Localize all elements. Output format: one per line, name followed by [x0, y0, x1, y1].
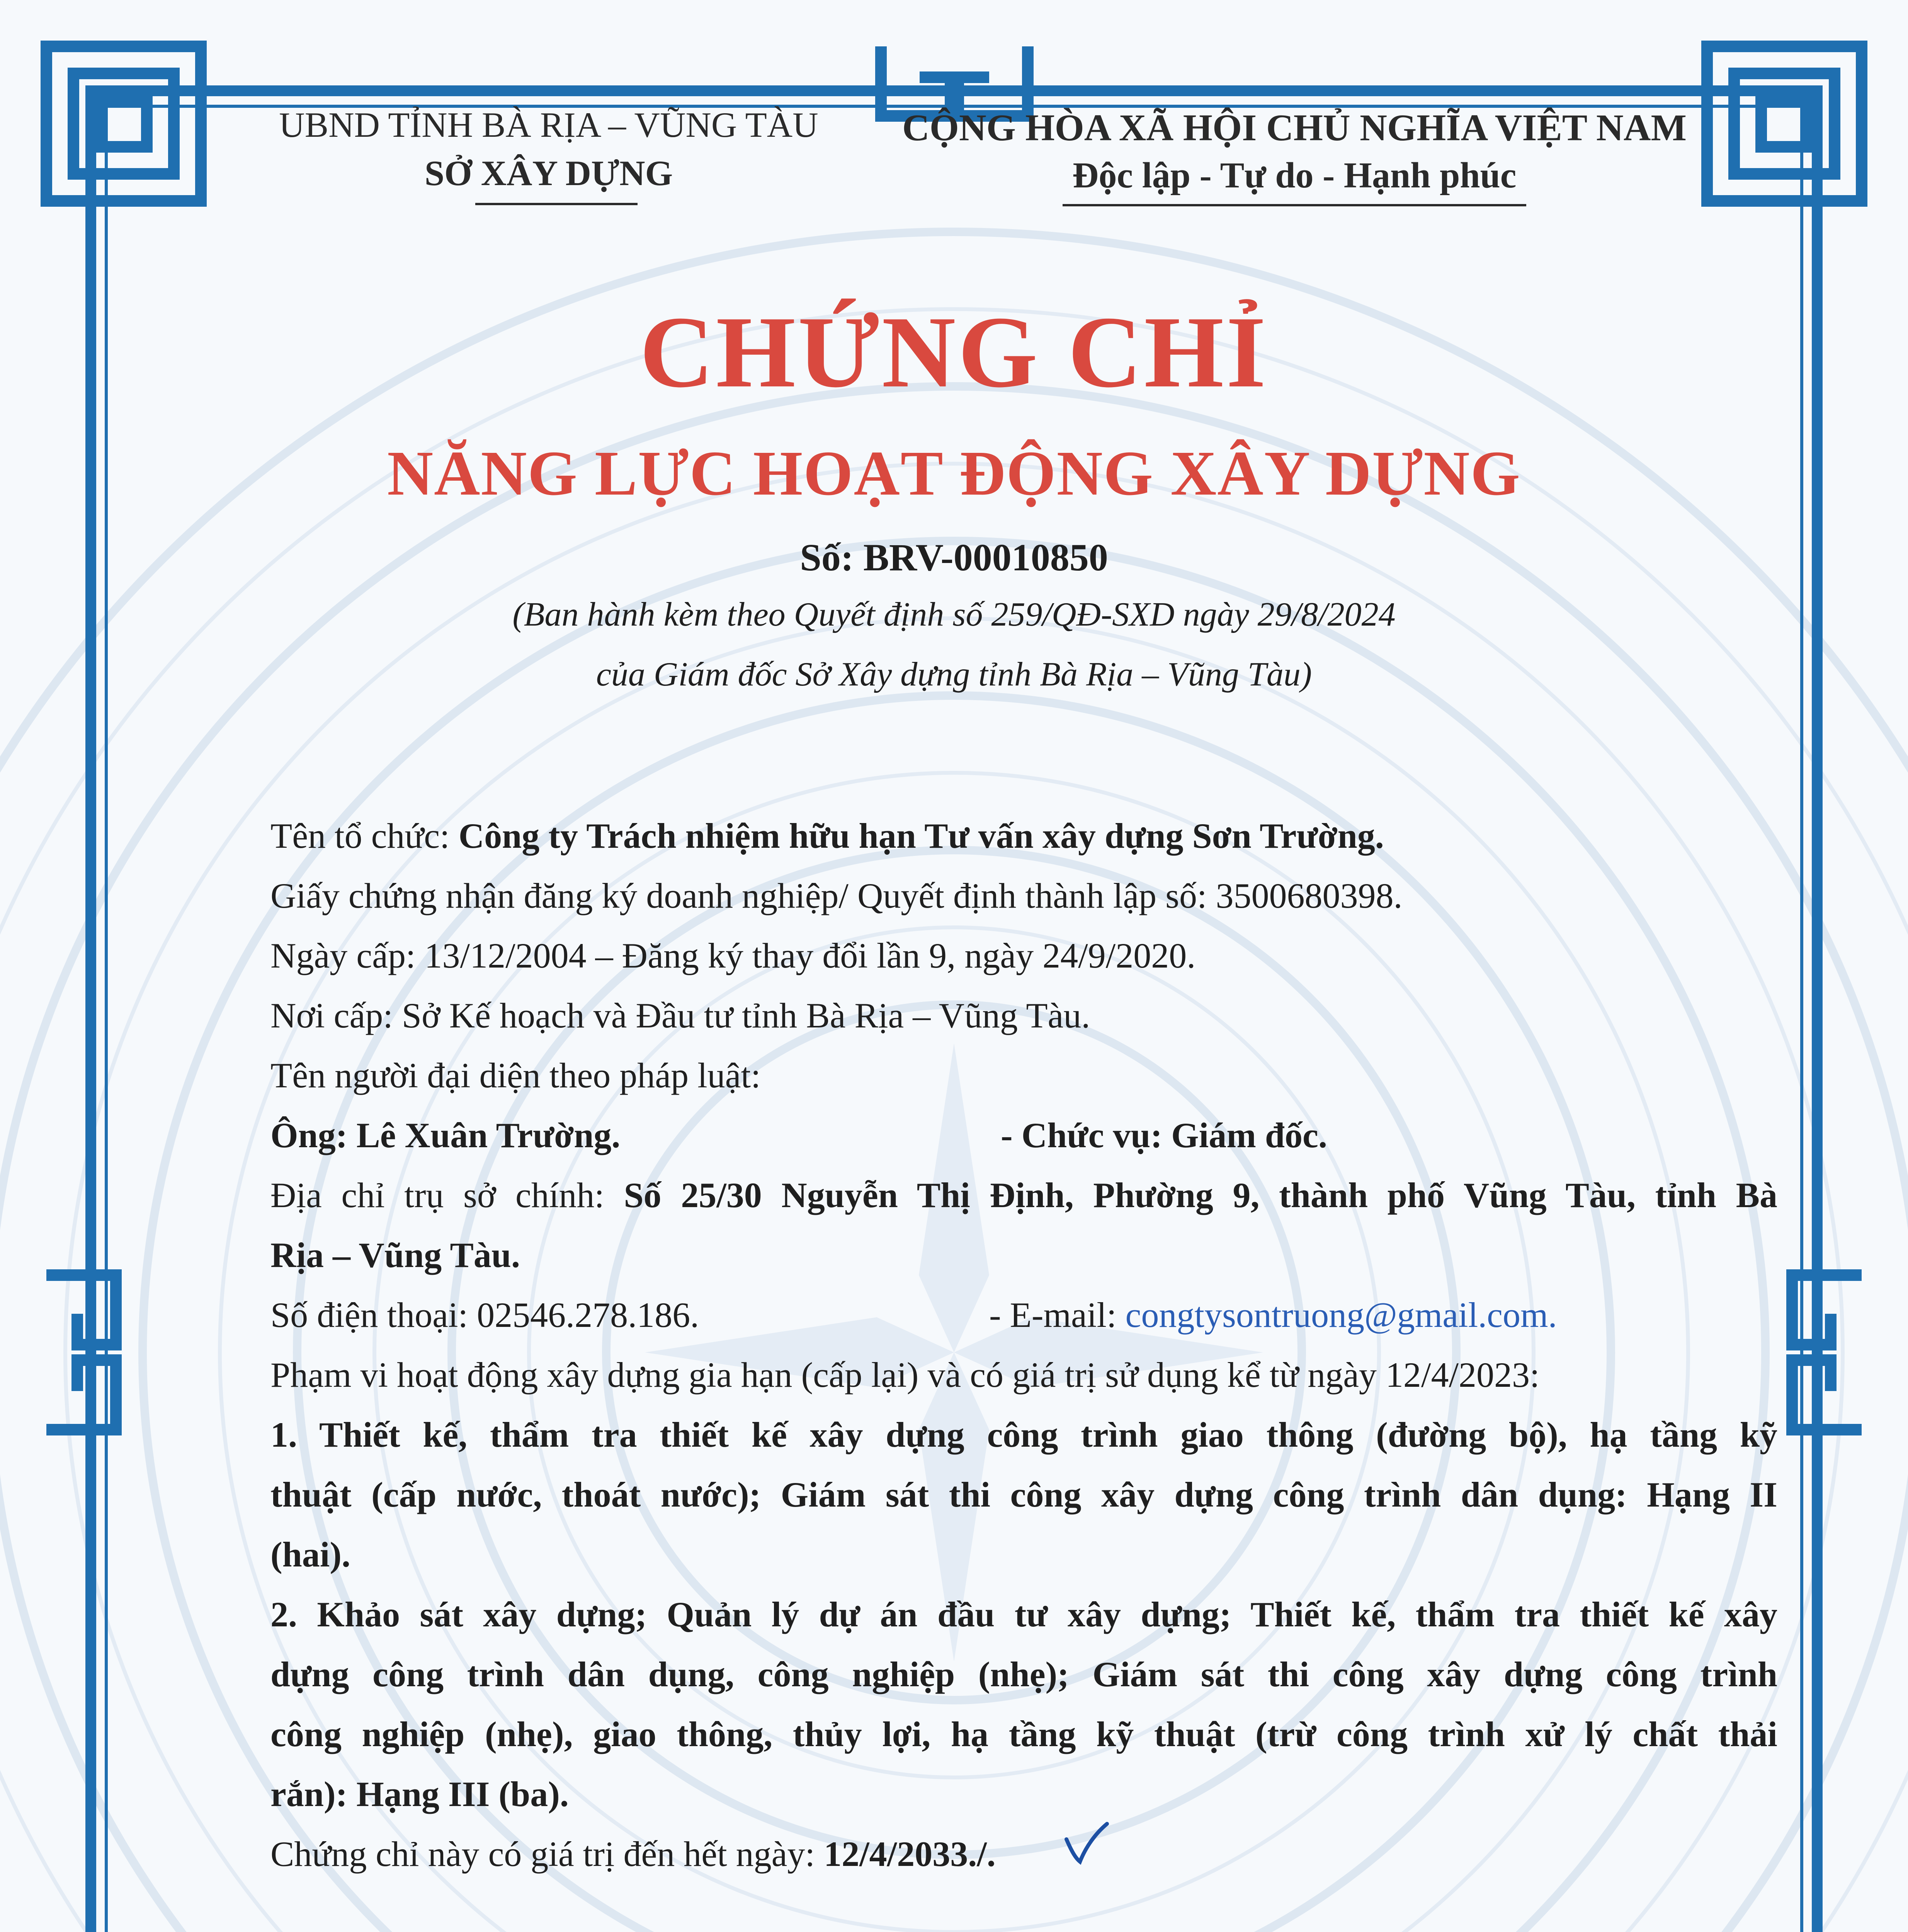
national-motto: Độc lập - Tự do - Hạnh phúc	[1072, 155, 1517, 196]
motto-underline	[1063, 204, 1526, 206]
issuing-authority: Nơi cấp: Sở Kế hoạch và Đầu tư tỉnh Bà Rịa – Vũng Tàu.	[270, 996, 1090, 1035]
scope-item2-line3: công nghiệp (nhẹ), giao thông, thủy lợi, hạ tầng kỹ thuật (trừ công trình xử lý chất thải	[270, 1714, 1777, 1754]
certificate-number: Số: BRV-00010850	[800, 536, 1108, 579]
scope-item1-line1: 1. Thiết kế, thẩm tra thiết kế xây dựng công trình giao thông (đường bộ), hạ tầng kỹ	[270, 1415, 1777, 1454]
email-row	[989, 1294, 1557, 1335]
certificate-subtitle: NĂNG LỰC HOẠT ĐỘNG XÂY DỰNG	[387, 438, 1521, 509]
scope-item1-line2: thuật (cấp nước, thoát nước); Giám sát thi công xây dựng công trình dân dụng: Hạng II	[270, 1475, 1777, 1514]
validity-label: Chứng chỉ này có giá trị đến hết ngày:	[270, 1834, 824, 1874]
validity-row	[270, 1833, 996, 1874]
business-registration: Giấy chứng nhận đăng ký doanh nghiệp/ Quyết định thành lập số: 3500680398.	[270, 876, 1403, 915]
phone-number: Số điện thoại: 02546.278.186.	[270, 1295, 699, 1335]
organization-row	[270, 815, 1384, 856]
validity-date: 12/4/2033./.	[824, 1834, 996, 1874]
issue-date: Ngày cấp: 13/12/2004 – Đăng ký thay đổi lần 9, ngày 24/9/2020.	[270, 936, 1196, 975]
address-row	[270, 1175, 1777, 1216]
scope-item2-line4: rắn): Hạng III (ba).	[270, 1774, 569, 1814]
email-label: - E-mail:	[989, 1295, 1126, 1335]
decree-reference-line1: (Ban hành kèm theo Quyết định số 259/QĐ-SXD ngày 29/8/2024	[512, 596, 1396, 633]
certificate-title: CHỨNG CHỈ	[639, 296, 1269, 409]
scope-item2-line1: 2. Khảo sát xây dựng; Quản lý dự án đầu tư xây dựng; Thiết kế, thẩm tra thiết kế xây	[270, 1595, 1777, 1634]
address-line2: Rịa – Vũng Tàu.	[270, 1235, 520, 1275]
email-link[interactable]: congtysontruong@gmail.com.	[1125, 1295, 1557, 1335]
legal-representative-label: Tên người đại diện theo pháp luật:	[270, 1056, 761, 1095]
department-name: SỞ XÂY DỰNG	[424, 153, 673, 193]
address-label: Địa chỉ trụ sở chính:	[270, 1175, 624, 1215]
scope-item1-line3: (hai).	[270, 1535, 350, 1574]
representative-name: Ông: Lê Xuân Trường.	[270, 1116, 621, 1155]
representative-position: - Chức vụ: Giám đốc.	[1001, 1116, 1327, 1155]
scope-item2-line2: dựng công trình dân dụng, công nghiệp (nhẹ); Giám sát thi công xây dựng công trình	[270, 1655, 1777, 1694]
agency-name: UBND TỈNH BÀ RỊA – VŨNG TÀU	[279, 105, 818, 145]
check-tick-icon	[1059, 1816, 1113, 1870]
address-line1: Số 25/30 Nguyễn Thị Định, Phường 9, thành phố Vũng Tàu, tỉnh Bà	[624, 1175, 1777, 1215]
department-underline	[475, 203, 638, 205]
organization-name: Công ty Trách nhiệm hữu hạn Tư vấn xây dựng Sơn Trường.	[458, 816, 1384, 855]
scope-statement: Phạm vi hoạt động xây dựng gia hạn (cấp lại) và có giá trị sử dụng kể từ ngày 12/4/2023:	[270, 1355, 1540, 1395]
organization-label: Tên tổ chức:	[270, 816, 459, 855]
decree-reference-line2: của Giám đốc Sở Xây dựng tỉnh Bà Rịa – Vũng Tàu)	[596, 656, 1312, 693]
country-name: CỘNG HÒA XÃ HỘI CHỦ NGHĨA VIỆT NAM	[902, 107, 1687, 149]
